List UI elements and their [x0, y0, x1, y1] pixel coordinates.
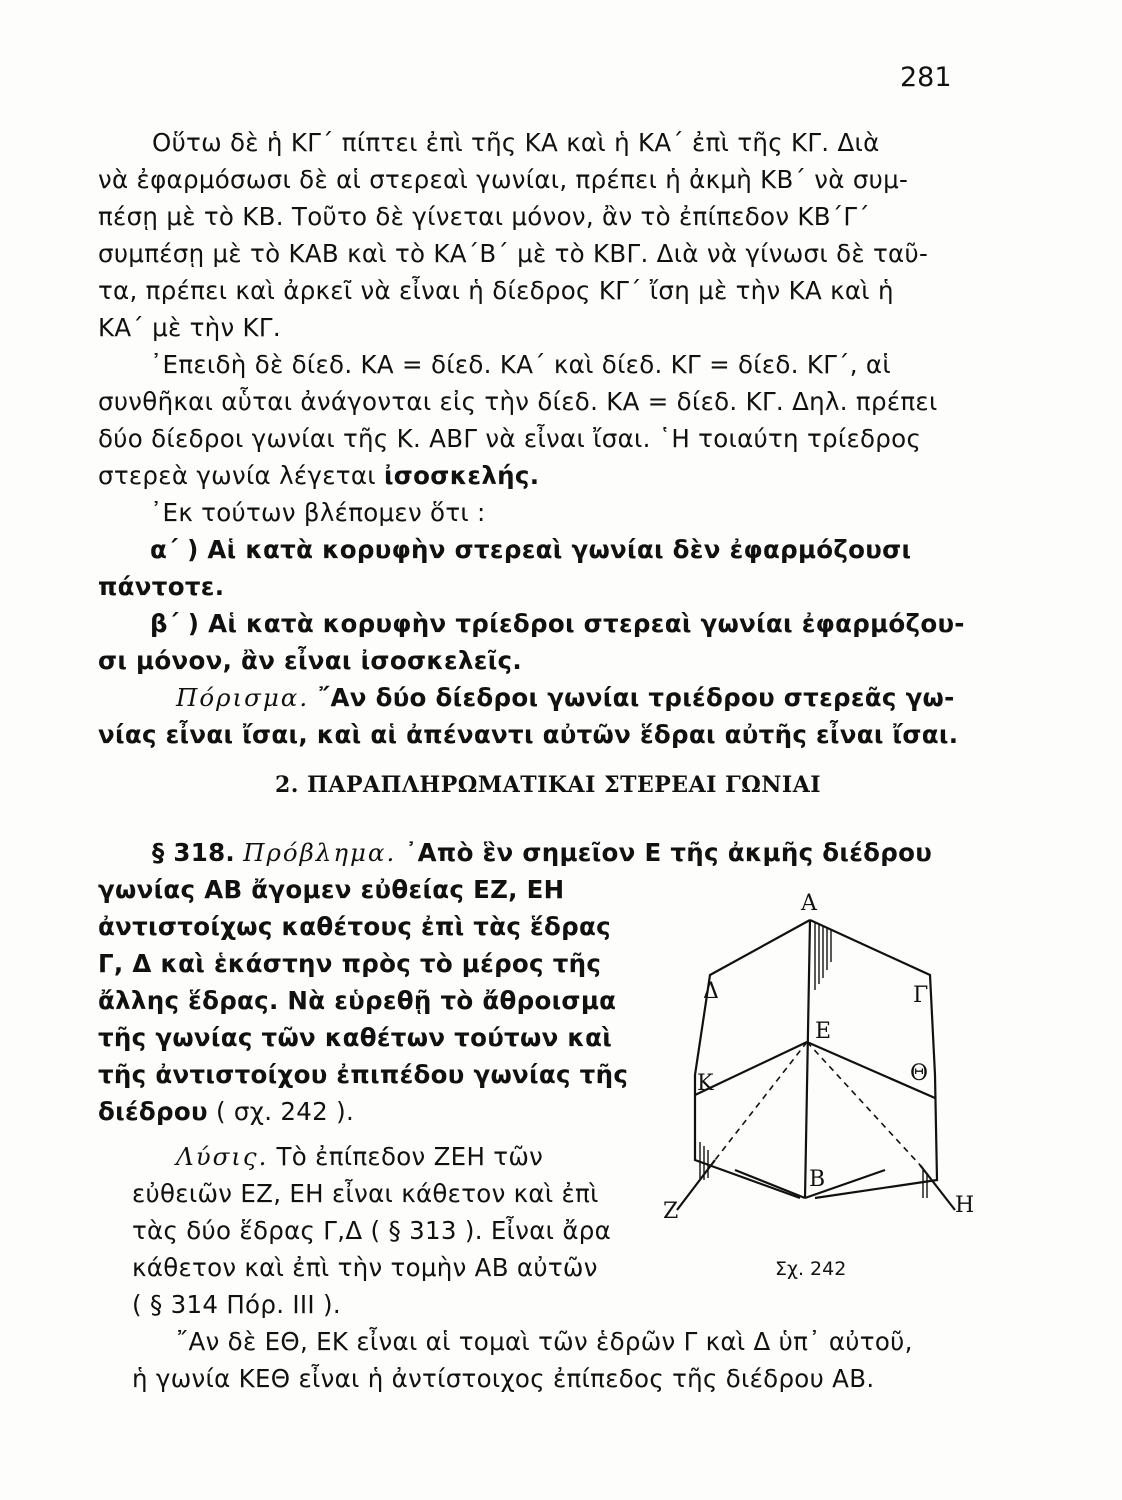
corollary-line-2: νίας εἶναι ἴσαι, καὶ αἱ ἀπέναντι αὐτῶν ἕδραι αὐτῆς εἶναι ἴσαι.: [98, 720, 959, 749]
term-isoskeles: ἰσοσκελής.: [383, 461, 540, 490]
corollary-line-1: [176, 683, 955, 713]
corollary-label: Πόρισμα.: [176, 683, 310, 712]
figure-label-e: Ε: [815, 1019, 832, 1044]
page-number: 281: [900, 62, 952, 93]
text-line-11: ᾿Εκ τούτων βλέπομεν ὅτι :: [150, 498, 486, 527]
line-ez-dashed: [715, 1042, 807, 1160]
figure-label-delta: Δ: [703, 979, 719, 1004]
edge-ab: [805, 920, 810, 1198]
problem-label: Πρόβλημα.: [243, 838, 397, 867]
problem-number: § 318.: [152, 838, 236, 867]
statement-b-line-2: σι μόνον, ἂν εἶναι ἰσοσκελεῖς.: [98, 646, 522, 675]
figure-reference: ( σχ. 242 ).: [207, 1097, 355, 1126]
figure-label-h: Η: [955, 1193, 975, 1218]
text-line-7: ᾿Επειδὴ δὲ δίεδ. ΚΑ = δίεδ. ΚΑ΄ καὶ δίεδ. ΚΓ = δίεδ. ΚΓ΄, αἱ: [150, 350, 891, 379]
line-eh-dashed: [807, 1042, 920, 1165]
text-line-5: τα, πρέπει καὶ ἀρκεῖ νὰ εἶναι ἡ δίεδρος ΚΓ΄ ἴση μὲ τὴν ΚΑ καὶ ἡ: [98, 276, 894, 305]
statement-a-line-1: α΄ ) Αἱ κατὰ κορυφὴν στερεαὶ γωνίαι δὲν ἐφαρμόζουσι: [150, 535, 912, 564]
problem-line-5: ἄλλης ἕδρας. Νὰ εὑρεθῇ τὸ ἄθροισμα: [98, 986, 617, 1015]
text-line-8: συνθῆκαι αὗται ἀνάγονται εἰς τὴν δίεδ. ΚΑ = δίεδ. ΚΓ. Δηλ. πρέπει: [98, 387, 938, 416]
text-line-10: [98, 461, 539, 491]
right-face-outline: [810, 920, 937, 1198]
problem-last-word: διέδρου: [98, 1097, 208, 1126]
text-line-10-a: στερεὰ γωνία λέγεται: [98, 461, 384, 490]
figure-label-a: Α: [801, 891, 817, 916]
figure-label-z: Ζ: [663, 1199, 679, 1224]
solution-label: Λύσις.: [176, 1142, 269, 1171]
text-line-9: δύο δίεδροι γωνίαι τῆς Κ. ΑΒΓ νὰ εἶναι ἴσαι. ῾Η τοιαύτη τρίεδρος: [98, 424, 922, 453]
figure-label-gamma: Γ: [913, 983, 929, 1008]
problem-line-7: τῆς ἀντιστοίχου ἐπιπέδου γωνίας τῆς: [98, 1060, 629, 1089]
solution-text: Τὸ ἐπίπεδον ΖΕΗ τῶν: [268, 1142, 544, 1171]
statement-a-line-2: πάντοτε.: [98, 572, 225, 601]
line-ez-ext: [677, 1160, 715, 1210]
text-line-6: ΚΑ΄ μὲ τὴν ΚΓ.: [98, 313, 281, 342]
section-heading: 2. ΠΑΡΑΠΛΗΡΩΜΑΤΙΚΑΙ ΣΤΕΡΕΑΙ ΓΩΝΙΑΙ: [275, 772, 822, 798]
figure-label-theta: Θ: [910, 1061, 929, 1086]
text-line-1: Οὕτω δὲ ἡ ΚΓ΄ πίπτει ἐπὶ τῆς ΚΑ καὶ ἡ ΚΑ΄ ἐπὶ τῆς ΚΓ. Διὰ: [152, 128, 880, 157]
problem-line-2: γωνίας ΑΒ ἄγομεν εὐθείας ΕΖ, ΕΗ: [98, 875, 565, 904]
corollary-text: ῎Αν δύο δίεδροι γωνίαι τριέδρου στερεᾶς γω-: [309, 683, 955, 712]
final-line-2: ἡ γωνία ΚΕΘ εἶναι ἡ ἀντίστοιχος ἐπίπεδος τῆς διέδρου ΑΒ.: [132, 1364, 875, 1393]
problem-line-3: ἀντιστοίχως καθέτους ἐπὶ τὰς ἕδρας: [98, 912, 611, 941]
solution-line-1: [176, 1142, 543, 1172]
figure-label-k: Κ: [697, 1071, 714, 1096]
figure-caption: Σχ. 242: [775, 1258, 847, 1280]
solution-line-4: κάθετον καὶ ἐπὶ τὴν τομὴν ΑΒ αὐτῶν: [132, 1253, 598, 1282]
text-line-2: νὰ ἐφαρμόσωσι δὲ αἱ στερεαὶ γωνίαι, πρέπει ἡ ἀκμὴ ΚΒ΄ νὰ συμ-: [98, 165, 909, 194]
statement-b-line-1: β΄ ) Αἱ κατὰ κορυφὴν τρίεδροι στερεαὶ γωνίαι ἐφαρμόζου-: [150, 609, 965, 638]
text-line-4: συμπέσῃ μὲ τὸ ΚΑΒ καὶ τὸ ΚΑ΄Β΄ μὲ τὸ ΚΒΓ. Διὰ νὰ γίνωσι δὲ ταῦ-: [98, 239, 929, 268]
figure-242-dihedral: [655, 880, 985, 1224]
problem-line-6: τῆς γωνίας τῶν καθέτων τούτων καὶ: [98, 1023, 613, 1052]
inner-line-left: [735, 1170, 805, 1198]
solution-line-2: εὐθειῶν ΕΖ, ΕΗ εἶναι κάθετον καὶ ἐπὶ: [132, 1179, 599, 1208]
problem-line-8: [98, 1097, 354, 1127]
problem-text: ᾿Απὸ ἓν σημεῖον Ε τῆς ἀκμῆς διέδρου: [396, 838, 933, 867]
text-line-3: πέσῃ μὲ τὸ ΚΒ. Τοῦτο δὲ γίνεται μόνον, ἂν τὸ ἐπίπεδον ΚΒ΄Γ΄: [98, 202, 870, 231]
problem-line-4: Γ, Δ καὶ ἑκάστην πρὸς τὸ μέρος τῆς: [98, 949, 602, 978]
final-line-1: ῎Αν δὲ ΕΘ, ΕΚ εἶναι αἱ τομαὶ τῶν ἑδρῶν Γ καὶ Δ ὑπ᾿ αὐτοῦ,: [176, 1327, 913, 1356]
solution-line-3: τὰς δύο ἕδρας Γ,Δ ( § 313 ). Εἶναι ἄρα: [132, 1216, 612, 1245]
problem-line-1: [152, 838, 932, 868]
figure-label-b: Β: [809, 1167, 826, 1192]
solution-line-5: ( § 314 Πόρ. ΙΙΙ ).: [132, 1290, 341, 1319]
